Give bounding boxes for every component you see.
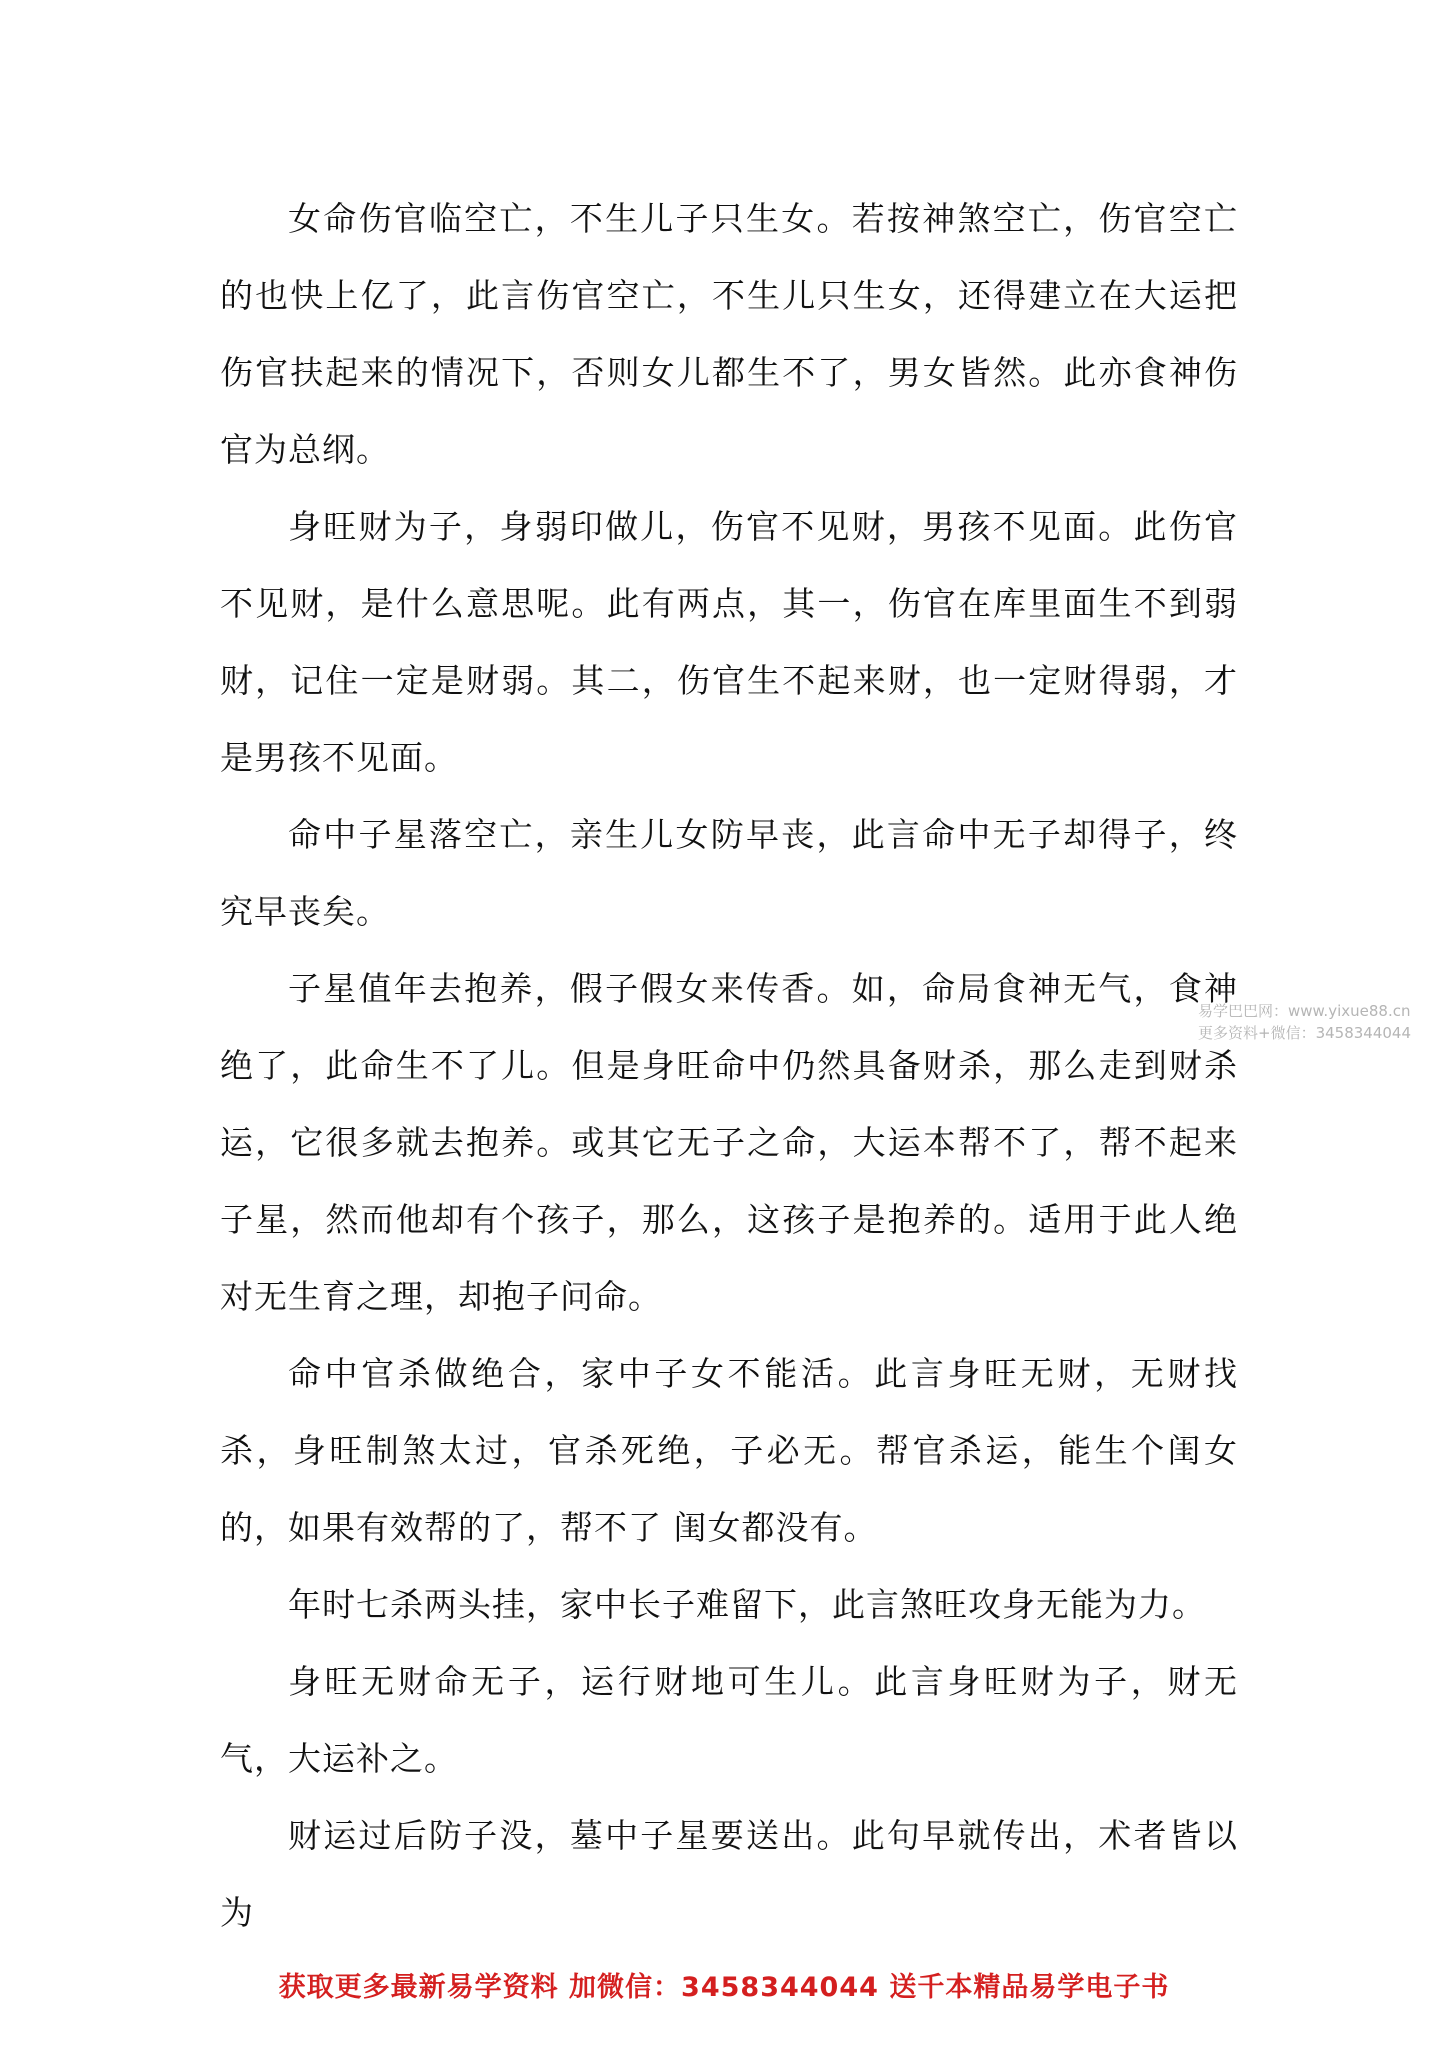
watermark-site-line: 易学巴巴网：www.yixue88.cn <box>1198 1002 1411 1020</box>
paragraph: 子星值年去抱养，假子假女来传香。如，命局食神无气，食神绝了，此命生不了儿。但是身旺命中仍然具备财杀，那么走到财杀运，它很多就去抱养。或其它无子之命，大运本帮不了，帮不起来子星，然而他却有个孩子，那么，这孩子是抱养的。适用于此人绝对无生育之理，却抱子问命。 <box>220 969 1238 1316</box>
paragraph: 财运过后防子没，墓中子星要送出。此句早就传出，术者皆以为 <box>220 1816 1238 1932</box>
paragraph: 年时七杀两头挂，家中长子难留下，此言煞旺攻身无能为力。 <box>288 1585 1206 1624</box>
paragraph: 身旺无财命无子，运行财地可生儿。此言身旺财为子，财无气，大运补之。 <box>220 1662 1238 1778</box>
paragraph: 身旺财为子，身弱印做儿，伤官不见财，男孩不见面。此伤官不见财，是什么意思呢。此有两点，其一，伤官在库里面生不到弱财，记住一定是财弱。其二，伤官生不起来财，也一定财得弱，才是男孩不见面。 <box>220 507 1238 777</box>
paragraph: 命中官杀做绝合，家中子女不能活。此言身旺无财，无财找杀，身旺制煞太过，官杀死绝，子必无。帮官杀运，能生个闺女的，如果有效帮的了，帮不了 闺女都没有。 <box>220 1354 1238 1547</box>
watermark <box>1198 1000 1444 1044</box>
paragraph: 命中子星落空亡，亲生儿女防早丧，此言命中无子却得子，终究早丧矣。 <box>220 815 1238 931</box>
document-body <box>220 180 1238 1951</box>
paragraph: 女命伤官临空亡，不生儿子只生女。若按神煞空亡，伤官空亡的也快上亿了，此言伤官空亡，不生儿只生女，还得建立在大运把伤官扶起来的情况下，否则女儿都生不了，男女皆然。此亦食神伤官为总纲。 <box>220 199 1238 469</box>
footer-promo-text: 获取更多最新易学资料 加微信：3458344044 送千本精品易学电子书 <box>278 1972 1170 2003</box>
watermark-contact-line: 更多资料+微信：3458344044 <box>1198 1024 1412 1042</box>
